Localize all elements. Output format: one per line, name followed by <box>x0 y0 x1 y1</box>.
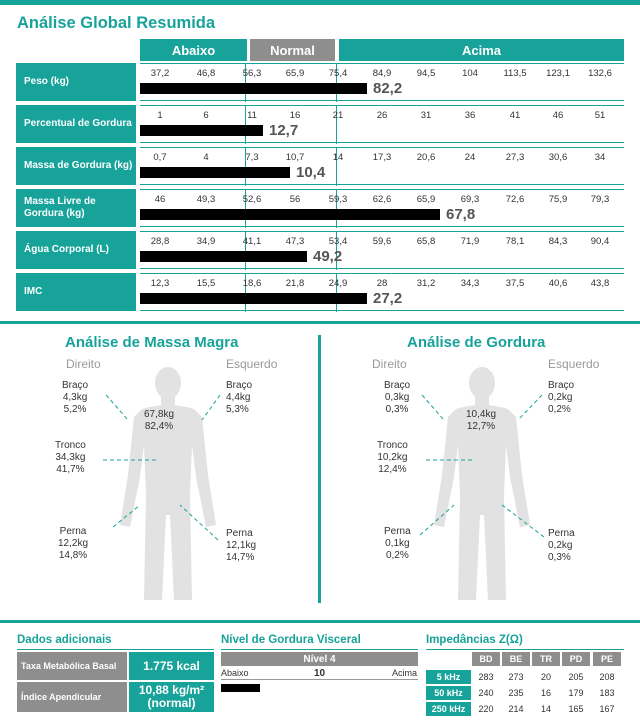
tick-label: 30,6 <box>548 152 568 163</box>
fat-trunk: Tronco 10,2kg 12,4% <box>377 440 408 475</box>
value-label: 82,2 <box>373 80 403 97</box>
tick-label: 26 <box>376 110 388 121</box>
tick-label: 34,3 <box>460 278 480 289</box>
tick-label: 24 <box>464 152 476 163</box>
tick-label: 132,6 <box>588 68 612 79</box>
tick-label: 4 <box>203 152 209 163</box>
impedance-cell: 14 <box>540 704 552 714</box>
tick-label: 0,7 <box>153 152 167 163</box>
tick-label: 40,6 <box>548 278 568 289</box>
tick-label: 65,8 <box>416 236 436 247</box>
impedance-freq: 5 kHz <box>426 670 471 684</box>
fat-title: Análise de Gordura <box>407 334 546 351</box>
row-label: Peso (kg) <box>16 63 136 101</box>
lean-leg-left: Perna 12,1kg 14,7% <box>226 528 257 563</box>
tick-label: 1 <box>157 110 163 121</box>
analysis-row <box>16 63 624 101</box>
impedance-freq: 50 kHz <box>426 686 471 700</box>
tick-label: 56,3 <box>242 68 262 79</box>
tick-label: 27,3 <box>505 152 525 163</box>
section-divider <box>0 321 640 324</box>
value-label: 12,7 <box>269 122 299 139</box>
lean-title: Análise de Massa Magra <box>65 334 239 351</box>
value-label: 49,2 <box>313 248 343 265</box>
tick-label: 46 <box>154 194 166 205</box>
tick-label: 72,6 <box>505 194 525 205</box>
tick-label: 71,9 <box>460 236 480 247</box>
tick-label: 11 <box>247 110 257 121</box>
row-label: Massa de Gordura (kg) <box>16 147 136 185</box>
tick-label: 20,6 <box>416 152 436 163</box>
tick-label: 65,9 <box>416 194 436 205</box>
value-bar <box>140 167 290 178</box>
header-below: Abaixo <box>140 39 247 61</box>
page-title: Análise Global Resumida <box>17 14 216 32</box>
lean-leg-right: Perna 12,2kg 14,8% <box>58 526 89 561</box>
tick-label: 59,6 <box>372 236 392 247</box>
tick-label: 36 <box>464 110 476 121</box>
tick-label: 41 <box>509 110 521 121</box>
visceral-underline <box>221 649 418 650</box>
value-bar <box>140 125 263 136</box>
row-scale <box>140 273 624 311</box>
analysis-row <box>16 273 624 311</box>
lean-arm-left: Braço 4,4kg 5,3% <box>226 380 253 415</box>
impedance-cell: 20 <box>540 672 552 682</box>
fat-arm-left: Braço 0,2kg 0,2% <box>548 380 575 415</box>
fat-leg-left: Perna 0,2kg 0,3% <box>548 528 575 563</box>
impedance-cell: 220 <box>478 704 494 714</box>
impedance-cell: 205 <box>568 672 584 682</box>
tick-label: 51 <box>594 110 606 121</box>
lean-connectors <box>98 365 238 605</box>
tick-label: 31 <box>420 110 432 121</box>
tick-label: 75,9 <box>548 194 568 205</box>
impedance-cell: 235 <box>508 688 524 698</box>
tick-label: 7,3 <box>245 152 259 163</box>
row-scale <box>140 189 624 227</box>
lean-center: 67,8kg 82,4% <box>144 409 175 432</box>
analysis-row <box>16 189 624 227</box>
tick-label: 34 <box>594 152 606 163</box>
additional-title: Dados adicionais <box>17 634 112 646</box>
tick-label: 24,9 <box>328 278 348 289</box>
row-label: Água Corporal (L) <box>16 231 136 269</box>
lean-left-label: Esquerdo <box>226 357 278 371</box>
tick-label: 28 <box>376 278 388 289</box>
index-value: 10,88 kg/m² <box>138 683 205 697</box>
row-label: Massa Livre de Gordura (kg) <box>16 189 136 227</box>
tick-label: 78,1 <box>505 236 525 247</box>
tick-label: 113,5 <box>503 68 527 79</box>
impedance-cell: 167 <box>599 704 615 714</box>
visceral-above: Acima <box>392 668 418 678</box>
header-above: Acima <box>339 39 624 61</box>
section-vertical-separator <box>318 335 321 603</box>
value-bar <box>140 209 440 220</box>
tick-label: 12,3 <box>150 278 170 289</box>
tick-label: 53,4 <box>328 236 348 247</box>
visceral-below: Abaixo <box>221 668 249 678</box>
value-bar <box>140 293 367 304</box>
visceral-mid: 10 <box>314 668 326 679</box>
fat-leg-right: Perna 0,1kg 0,2% <box>384 526 411 561</box>
tick-label: 59,3 <box>328 194 348 205</box>
tick-label: 52,6 <box>242 194 262 205</box>
tick-label: 49,3 <box>196 194 216 205</box>
tick-label: 62,6 <box>372 194 392 205</box>
tick-label: 21 <box>332 110 344 121</box>
tick-label: 37,5 <box>505 278 525 289</box>
row-scale <box>140 63 624 101</box>
analysis-row <box>16 231 624 269</box>
tick-label: 16 <box>289 110 301 121</box>
bmr-value: 1.775 kcal <box>129 652 214 680</box>
top-accent-bar <box>0 0 640 5</box>
impedance-freq: 250 kHz <box>426 702 471 716</box>
row-scale <box>140 105 624 143</box>
tick-label: 94,5 <box>416 68 436 79</box>
visceral-title: Nível de Gordura Visceral <box>221 634 361 646</box>
impedance-col-header: PE <box>593 652 621 666</box>
lean-arm-right: Braço 4,3kg 5,2% <box>62 380 89 415</box>
row-scale <box>140 231 624 269</box>
fat-right-label: Direito <box>372 357 407 371</box>
additional-underline <box>17 649 214 650</box>
impedance-cell: 208 <box>599 672 615 682</box>
tick-label: 75,4 <box>328 68 348 79</box>
tick-label: 10,7 <box>285 152 305 163</box>
tick-label: 84,3 <box>548 236 568 247</box>
tick-label: 46,8 <box>196 68 216 79</box>
tick-label: 65,9 <box>285 68 305 79</box>
tick-label: 43,8 <box>590 278 610 289</box>
index-value-box <box>129 682 214 712</box>
value-label: 67,8 <box>446 206 476 223</box>
impedance-col-header: PD <box>562 652 590 666</box>
index-note: (normal) <box>147 696 196 710</box>
impedance-cell: 179 <box>568 688 584 698</box>
tick-label: 14 <box>332 152 344 163</box>
tick-label: 18,6 <box>242 278 262 289</box>
impedance-col-header: BD <box>472 652 500 666</box>
tick-label: 90,4 <box>590 236 610 247</box>
value-label: 27,2 <box>373 290 403 307</box>
value-bar <box>140 83 367 94</box>
tick-label: 21,8 <box>285 278 305 289</box>
index-label: Índice Apendicular <box>17 682 127 712</box>
tick-label: 15,5 <box>196 278 216 289</box>
impedance-title: Impedâncias Z(Ω) <box>426 634 523 646</box>
impedance-cell: 183 <box>599 688 615 698</box>
impedance-cell: 165 <box>568 704 584 714</box>
value-bar <box>140 251 307 262</box>
impedance-cell: 240 <box>478 688 494 698</box>
visceral-scale-line <box>221 679 418 680</box>
value-label: 10,4 <box>296 164 326 181</box>
visceral-level: Nível 4 <box>221 652 418 666</box>
impedance-col-header: TR <box>532 652 560 666</box>
tick-label: 46 <box>552 110 564 121</box>
row-scale <box>140 147 624 185</box>
fat-arm-right: Braço 0,3kg 0,3% <box>384 380 411 415</box>
fat-center: 10,4kg 12,7% <box>466 409 497 432</box>
tick-label: 47,3 <box>285 236 305 247</box>
bottom-divider <box>0 620 640 623</box>
impedance-cell: 16 <box>540 688 552 698</box>
tick-label: 123,1 <box>546 68 570 79</box>
impedance-cell: 273 <box>508 672 524 682</box>
impedance-underline <box>426 649 624 650</box>
tick-label: 41,1 <box>242 236 262 247</box>
tick-label: 31,2 <box>416 278 436 289</box>
visceral-bar <box>221 684 260 692</box>
tick-label: 34,9 <box>196 236 216 247</box>
row-label: IMC <box>16 273 136 311</box>
bmr-label: Taxa Metabólica Basal <box>17 652 127 680</box>
tick-label: 84,9 <box>372 68 392 79</box>
fat-connectors <box>412 365 552 605</box>
tick-label: 17,3 <box>372 152 392 163</box>
tick-label: 37,2 <box>150 68 170 79</box>
impedance-cell: 214 <box>508 704 524 714</box>
impedance-cell: 283 <box>478 672 494 682</box>
impedance-col-header: BE <box>502 652 530 666</box>
tick-label: 28,8 <box>150 236 170 247</box>
tick-label: 79,3 <box>590 194 610 205</box>
analysis-row <box>16 105 624 143</box>
analysis-row <box>16 147 624 185</box>
header-normal: Normal <box>250 39 335 61</box>
fat-left-label: Esquerdo <box>548 357 600 371</box>
lean-trunk: Tronco 34,3kg 41,7% <box>55 440 86 475</box>
tick-label: 69,3 <box>460 194 480 205</box>
tick-label: 104 <box>462 68 478 79</box>
tick-label: 56 <box>289 194 301 205</box>
tick-label: 6 <box>203 110 209 121</box>
lean-right-label: Direito <box>66 357 101 371</box>
row-label: Percentual de Gordura <box>16 105 136 143</box>
